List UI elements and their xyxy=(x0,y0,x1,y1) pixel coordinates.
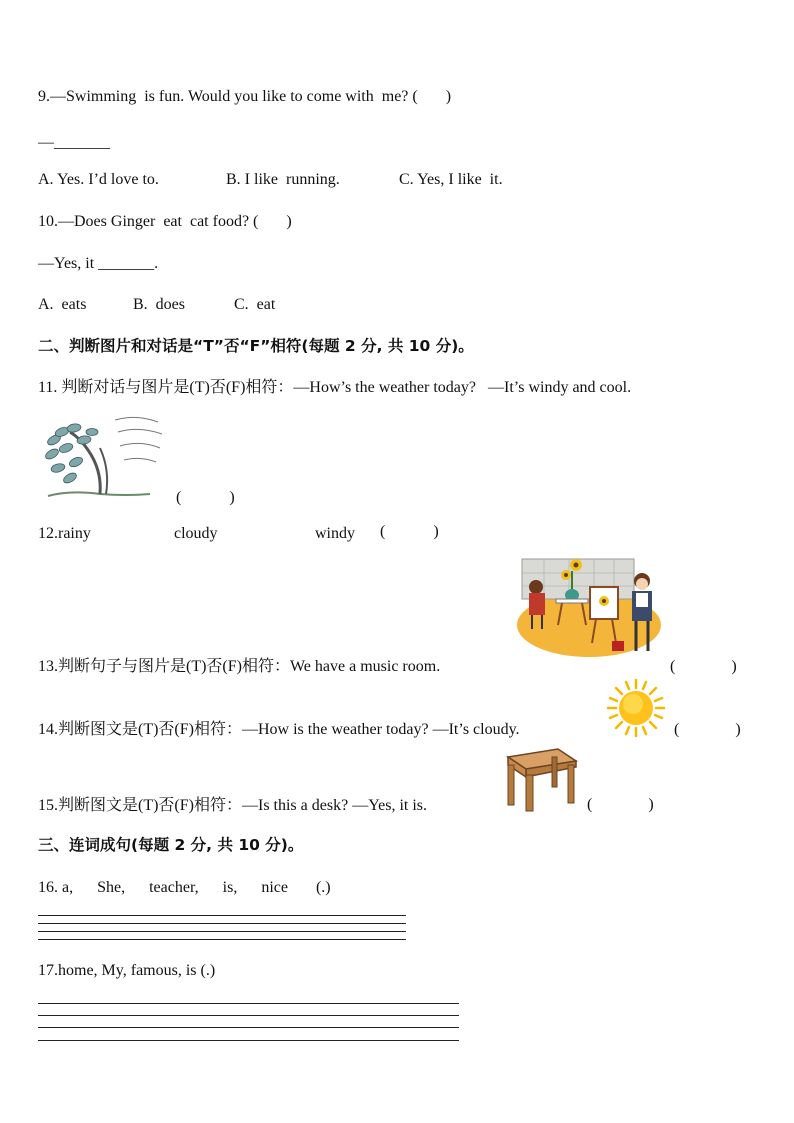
q9-answer-line: —_______ xyxy=(38,134,110,151)
q13-text: 13.判断句子与图片是(T)否(F)相符：We have a music room. xyxy=(38,658,441,675)
sun-icon xyxy=(606,678,666,738)
q13-answer-paren: ( ) xyxy=(670,658,737,675)
q17-writing-line xyxy=(38,1015,459,1016)
q11-text: 11. 判断对话与图片是(T)否(F)相符：—How’s the weather today? —It’s windy and cool. xyxy=(38,379,632,396)
q16-writing-line xyxy=(38,915,406,916)
q12-word-1: 12.rainy xyxy=(38,525,91,542)
q16-writing-line xyxy=(38,923,406,924)
q15-text: 15.判断图文是(T)否(F)相符：—Is this a desk? —Yes, it is. xyxy=(38,797,428,814)
q11-answer-paren: ( ) xyxy=(176,489,235,506)
q16-writing-line xyxy=(38,931,406,932)
section3-heading: 三、连词成句(每题 2 分, 共 10 分)。 xyxy=(38,836,304,854)
q12-word-2: cloudy xyxy=(174,525,218,542)
q15-answer-paren: ( ) xyxy=(587,796,654,813)
q17-writing-line xyxy=(38,1003,459,1004)
q16-writing-line xyxy=(38,939,406,940)
q14-answer-paren: ( ) xyxy=(674,721,741,738)
q10-option-b: B. does xyxy=(133,296,185,313)
desk-icon xyxy=(500,747,578,813)
q10-option-c: C. eat xyxy=(234,296,276,313)
q16-text: 16. a, She, teacher, is, nice (.) xyxy=(38,879,331,896)
q17-writing-line xyxy=(38,1040,459,1041)
q17-text: 17.home, My, famous, is (.) xyxy=(38,962,216,979)
q12-word-3: windy xyxy=(315,525,355,542)
q10-option-a: A. eats xyxy=(38,296,87,313)
q10-answer-line: —Yes, it _______. xyxy=(38,255,159,272)
q9-option-b: B. I like running. xyxy=(226,171,340,188)
q14-text: 14.判断图文是(T)否(F)相符：—How is the weather today? —It’s cloudy. xyxy=(38,721,520,738)
kids-painting-icon xyxy=(514,553,664,663)
section2-heading: 二、判断图片和对话是“T”否“F”相符(每题 2 分, 共 10 分)。 xyxy=(38,337,474,355)
q9-option-c: C. Yes, I like it. xyxy=(399,171,503,188)
q10-question: 10.—Does Ginger eat cat food? ( ) xyxy=(38,213,292,230)
q9-option-a: A. Yes. I’d love to. xyxy=(38,171,159,188)
q12-answer-paren: ( ) xyxy=(380,523,439,540)
windy-tree-icon xyxy=(40,410,165,500)
q9-question: 9.—Swimming is fun. Would you like to come with me? ( ) xyxy=(38,88,452,105)
q17-writing-line xyxy=(38,1027,459,1028)
